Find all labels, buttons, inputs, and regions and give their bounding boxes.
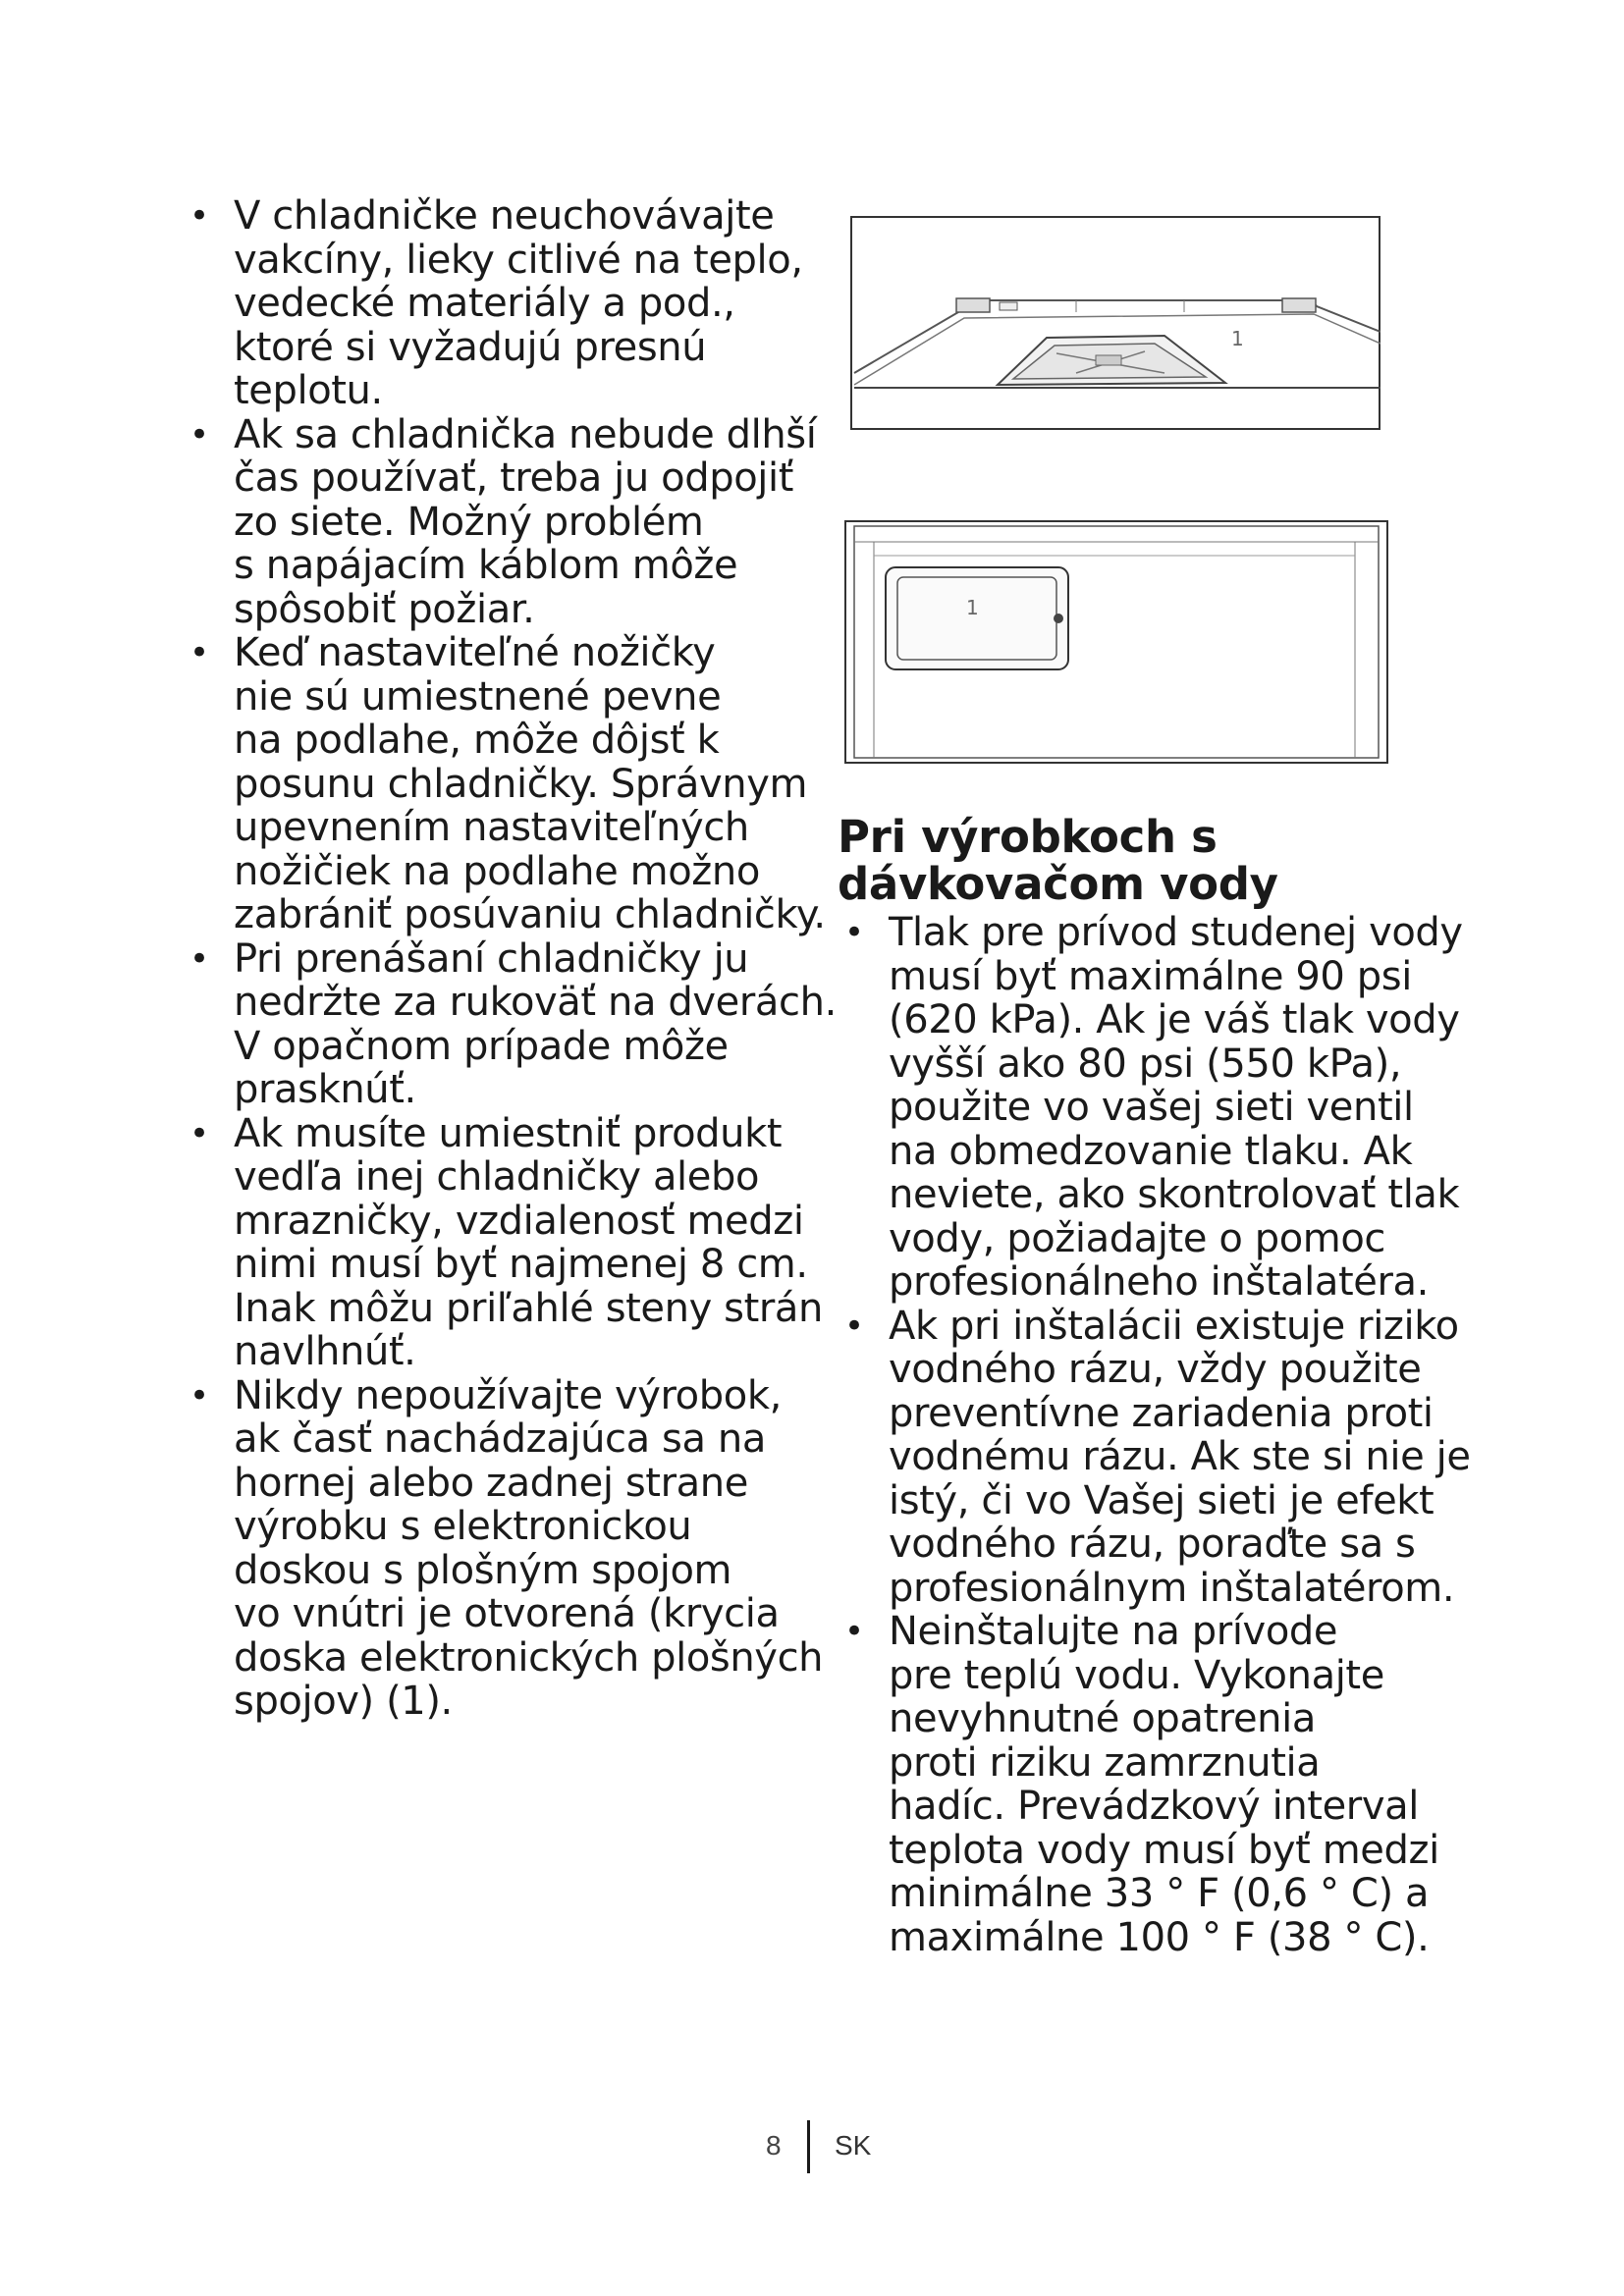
right-bullet-list	[844, 910, 1624, 1960]
bullet-icon: •	[844, 1612, 864, 1651]
list-item-text: Pri prenášaní chladničky ju nedržte za rukoväť na dverách. V opačnom prípade môže prasknúť.	[234, 935, 837, 1112]
bullet-icon: •	[189, 196, 209, 236]
list-item	[844, 1303, 1624, 1611]
section-heading: Pri výrobkoch s dávkovačom vody	[838, 811, 1278, 910]
list-item-text: Keď nastaviteľné nožičky nie sú umiestnené pevne na podlahe, môže dôjsť k posunu chladničky. Správnym upevnením nastaviteľných nožičiek na podlahe možno zabrániť posúvaniu chladničky.	[234, 630, 826, 937]
list-item-text: Tlak pre prívod studenej vody musí byť maximálne 90 psi (620 kPa). Ak je váš tlak vody vyšší ako 80 psi (550 kPa), použite vo vašej sieti ventil na obmedzovanie tlaku. Ak neviete, ako skontrolovať tlak vody, požiadajte o pomoc profesionálneho inštalatéra.	[889, 910, 1463, 1305]
bullet-icon: •	[189, 1113, 209, 1153]
list-item-text: Neinštalujte na prívode pre teplú vodu. Vykonajte nevyhnutné opatrenia proti riziku zamrznutia hadíc. Prevádzkový interval teplota vody musí byť medzi minimálne 33 ° F (0,6 ° C) a maximálne 100 ° F (38 ° C).	[889, 1609, 1439, 1960]
bullet-icon: •	[189, 938, 209, 979]
list-item	[189, 411, 862, 632]
bullet-icon: •	[189, 633, 209, 672]
list-item-text: Ak sa chladnička nebude dlhší čas používať, treba ju odpojiť zo siete. Možný problém s napájacím káblom môže spôsobiť požiar.	[234, 411, 817, 632]
list-item	[189, 1110, 862, 1374]
list-item-text: V chladničke neuchovávajte vakcíny, lieky citlivé na teplo, vedecké materiály a pod., ktoré si vyžadujú presnú teplotu.	[234, 193, 803, 413]
figure-back-pcb-cover	[844, 520, 1388, 764]
fridge-top-illustration	[850, 216, 1380, 430]
list-item	[189, 193, 862, 413]
list-item	[189, 935, 862, 1112]
list-item	[189, 630, 862, 937]
bullet-icon: •	[844, 1306, 864, 1346]
page-number: 8	[766, 2130, 782, 2161]
figure-callout-label: 1	[966, 596, 979, 619]
page-footer	[746, 2120, 943, 2179]
bullet-icon: •	[189, 414, 209, 454]
list-item-text: Ak musíte umiestniť produkt vedľa inej chladničky alebo mrazničky, vzdialenosť medzi nimi musí byť najmenej 8 cm. Inak môžu priľahlé steny strán navlhnúť.	[234, 1110, 823, 1374]
list-item	[189, 1372, 862, 1724]
list-item-text: Nikdy nepoužívajte výrobok, ak časť nachádzajúca sa na hornej alebo zadnej strane výrobku s elektronickou doskou s plošným spojom vo vnútri je otvorená (krycia doska elektronických plošných spojov) (1).	[234, 1372, 824, 1724]
footer-divider	[807, 2120, 810, 2173]
bullet-icon: •	[189, 1375, 209, 1415]
list-item	[844, 1609, 1624, 1960]
list-item-text: Ak pri inštalácii existuje riziko vodného rázu, vždy použite preventívne zariadenia proti vodnému rázu. Ak ste si nie je istý, či vo Vašej sieti je efekt vodného rázu, poraďte sa s profesionálnym inštalatérom.	[889, 1303, 1471, 1611]
figure-top-pcb-cover	[850, 216, 1380, 430]
list-item	[844, 910, 1624, 1305]
bullet-icon: •	[844, 913, 864, 952]
fridge-back-illustration	[844, 520, 1388, 764]
figure-callout-label: 1	[1231, 327, 1244, 350]
left-bullet-list	[189, 193, 862, 1724]
language-code: SK	[835, 2130, 872, 2161]
